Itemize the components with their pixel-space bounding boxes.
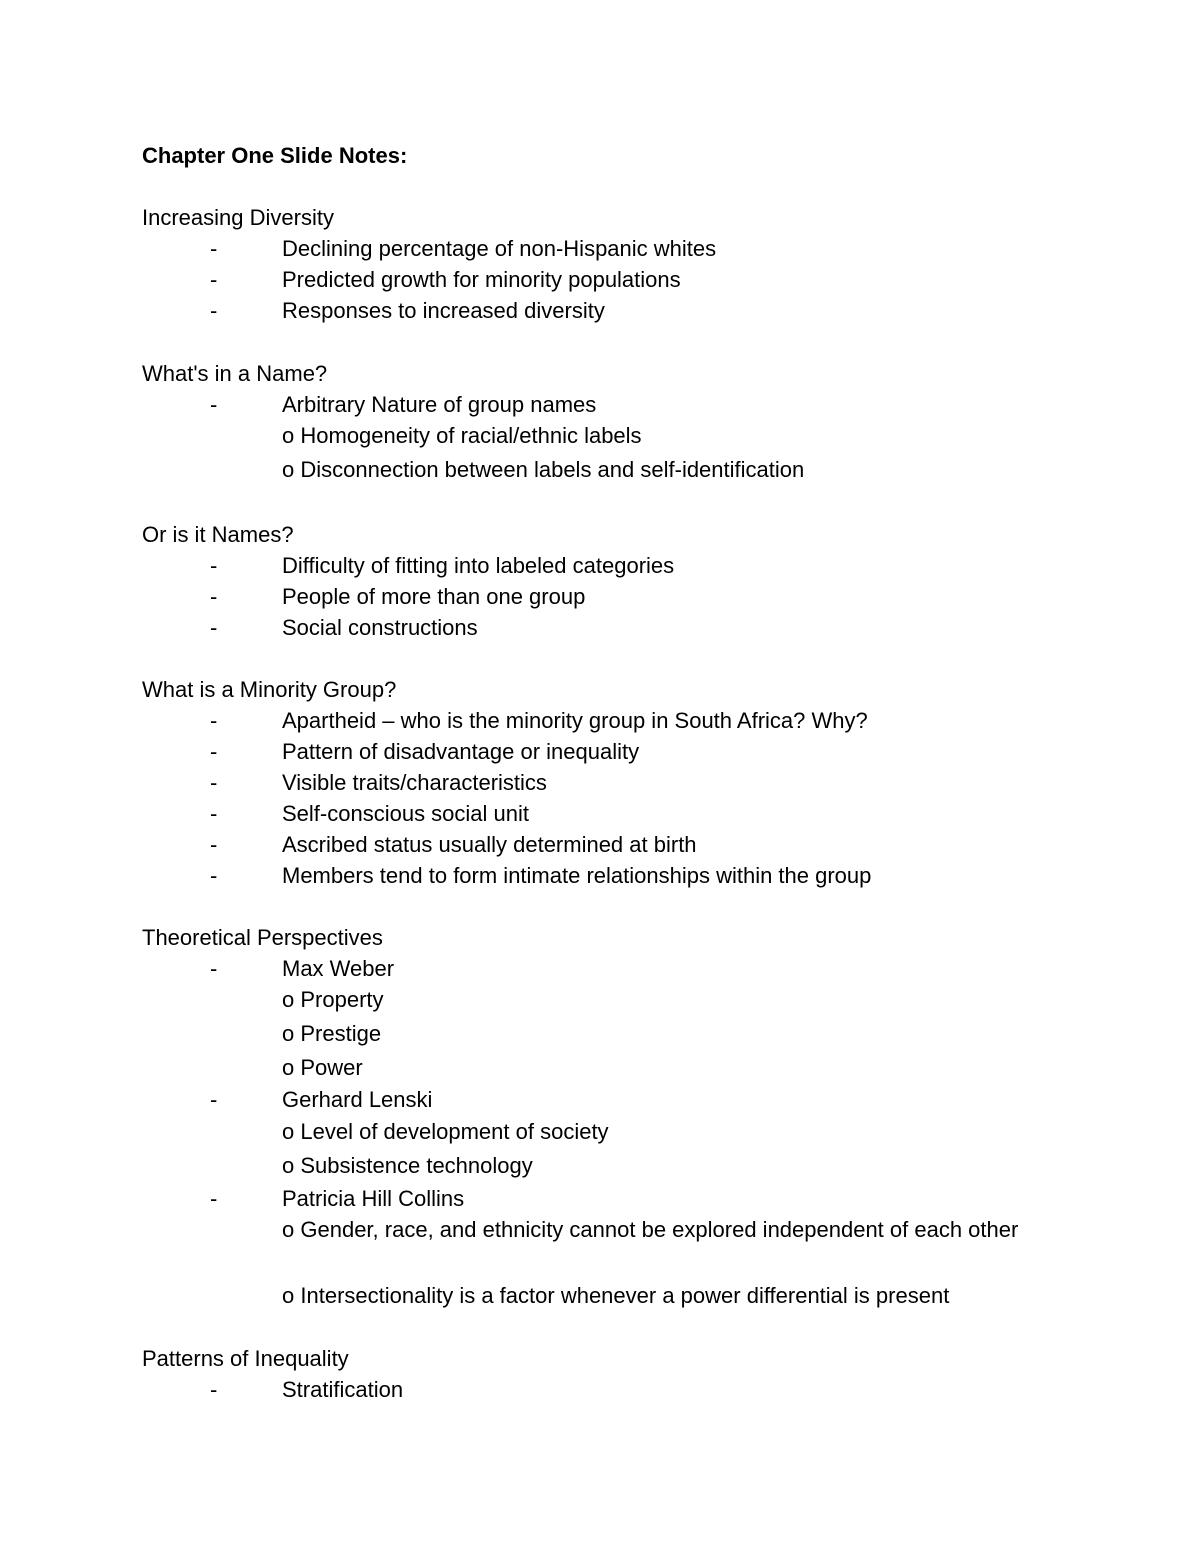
dash-bullet: - (210, 553, 218, 578)
sub-list-item-text: Prestige (300, 1021, 382, 1046)
list-item-text: Pattern of disadvantage or inequality (282, 739, 640, 764)
dash-bullet: - (210, 739, 218, 764)
list-item (0, 1376, 1200, 1404)
circle-bullet: o (282, 1217, 295, 1242)
list-item (0, 266, 1200, 294)
dash-bullet: - (210, 1186, 218, 1211)
sub-list-item (282, 984, 1042, 1016)
list-item (0, 1086, 1200, 1114)
dash-bullet: - (210, 298, 218, 323)
sub-list-item-text: Intersectionality is a factor whenever a power differential is present (300, 1283, 950, 1308)
list-item-text: Social constructions (282, 615, 478, 640)
dash-bullet: - (210, 1377, 218, 1402)
dash-bullet: - (210, 584, 218, 609)
sub-list-item (282, 1018, 1042, 1050)
dash-bullet: - (210, 956, 218, 981)
sub-list-item-text: Disconnection between labels and self-identification (300, 457, 805, 482)
list-item-text: Patricia Hill Collins (282, 1186, 465, 1211)
circle-bullet: o (282, 1283, 295, 1308)
section-heading: What is a Minority Group? (142, 677, 397, 702)
sub-list-item (282, 420, 1042, 452)
list-item-text: Predicted growth for minority populations (282, 267, 681, 292)
list-item (0, 955, 1200, 983)
list-item (0, 391, 1200, 419)
circle-bullet: o (282, 1055, 295, 1080)
circle-bullet: o (282, 1119, 295, 1144)
sub-list-item-text: Property (300, 987, 384, 1012)
list-item-text: People of more than one group (282, 584, 586, 609)
list-item (0, 738, 1200, 766)
list-item-text: Members tend to form intimate relationships within the group (282, 863, 872, 888)
list-item (0, 800, 1200, 828)
list-item-text: Declining percentage of non-Hispanic whites (282, 236, 717, 261)
sub-list-item (282, 1214, 1042, 1246)
page-title: Chapter One Slide Notes: (142, 143, 408, 168)
list-item-text: Max Weber (282, 956, 395, 981)
section-heading: Increasing Diversity (142, 205, 334, 230)
list-item (0, 583, 1200, 611)
dash-bullet: - (210, 267, 218, 292)
sub-list-item-text: Subsistence technology (300, 1153, 533, 1178)
dash-bullet: - (210, 801, 218, 826)
sub-list-item (282, 1150, 1042, 1182)
list-item (0, 831, 1200, 859)
circle-bullet: o (282, 423, 295, 448)
list-item (0, 614, 1200, 642)
dash-bullet: - (210, 392, 218, 417)
list-item-text: Apartheid – who is the minority group in South Africa? Why? (282, 708, 868, 733)
list-item-text: Gerhard Lenski (282, 1087, 433, 1112)
sub-list-item-text: Gender, race, and ethnicity cannot be explored independent of each other (300, 1217, 1019, 1242)
list-item-text: Difficulty of fitting into labeled categories (282, 553, 675, 578)
list-item-text: Stratification (282, 1377, 404, 1402)
section-heading: Patterns of Inequality (142, 1346, 349, 1371)
circle-bullet: o (282, 457, 295, 482)
sub-list-item (282, 1052, 1042, 1084)
list-item (0, 862, 1200, 890)
sub-list-item-text: Homogeneity of racial/ethnic labels (300, 423, 642, 448)
dash-bullet: - (210, 1087, 218, 1112)
dash-bullet: - (210, 236, 218, 261)
list-item-text: Ascribed status usually determined at birth (282, 832, 697, 857)
list-item (0, 552, 1200, 580)
list-item (0, 297, 1200, 325)
sub-list-item-text: Level of development of society (300, 1119, 609, 1144)
list-item (0, 769, 1200, 797)
list-item-text: Self-conscious social unit (282, 801, 530, 826)
sub-list-item (282, 454, 1042, 486)
dash-bullet: - (210, 863, 218, 888)
circle-bullet: o (282, 987, 295, 1012)
sub-list-item (282, 1116, 1042, 1148)
circle-bullet: o (282, 1153, 295, 1178)
dash-bullet: - (210, 770, 218, 795)
list-item (0, 707, 1200, 735)
section-heading: Or is it Names? (142, 522, 294, 547)
dash-bullet: - (210, 832, 218, 857)
list-item-text: Visible traits/characteristics (282, 770, 547, 795)
sub-list-item-text: Power (300, 1055, 363, 1080)
list-item (0, 1185, 1200, 1213)
list-item-text: Arbitrary Nature of group names (282, 392, 597, 417)
circle-bullet: o (282, 1021, 295, 1046)
dash-bullet: - (210, 615, 218, 640)
section-heading: What's in a Name? (142, 361, 328, 386)
sub-list-item (282, 1280, 1042, 1312)
section-heading: Theoretical Perspectives (142, 925, 383, 950)
dash-bullet: - (210, 708, 218, 733)
list-item-text: Responses to increased diversity (282, 298, 605, 323)
list-item (0, 235, 1200, 263)
